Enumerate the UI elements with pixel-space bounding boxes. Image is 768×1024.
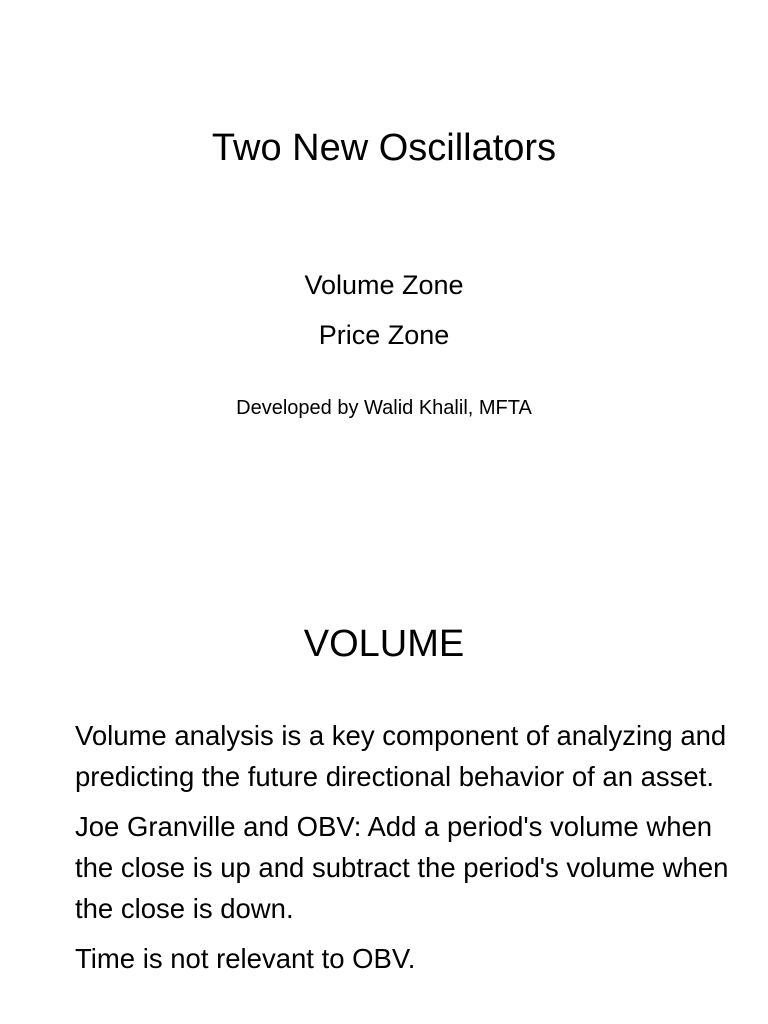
subtitle-volume-zone: Volume Zone — [304, 270, 464, 300]
subtitle-list — [0, 260, 768, 360]
slide-title: Two New Oscillators — [211, 127, 557, 169]
paragraph: Joe Granville and OBV: Add a period's volume when the close is up and subtract the period's volume when the close is down. — [75, 811, 729, 924]
volume-slide — [0, 575, 768, 1024]
paragraph: Time is not relevant to OBV. — [75, 943, 416, 974]
author-credit: Developed by Walid Khalil, MFTA — [236, 397, 532, 419]
slide-title: VOLUME — [303, 623, 465, 665]
subtitle-price-zone: Price Zone — [318, 320, 450, 350]
paragraph: Volume analysis is a key component of analyzing and predicting the future directional behavior of an asset. — [75, 720, 727, 792]
body-text — [75, 715, 735, 988]
